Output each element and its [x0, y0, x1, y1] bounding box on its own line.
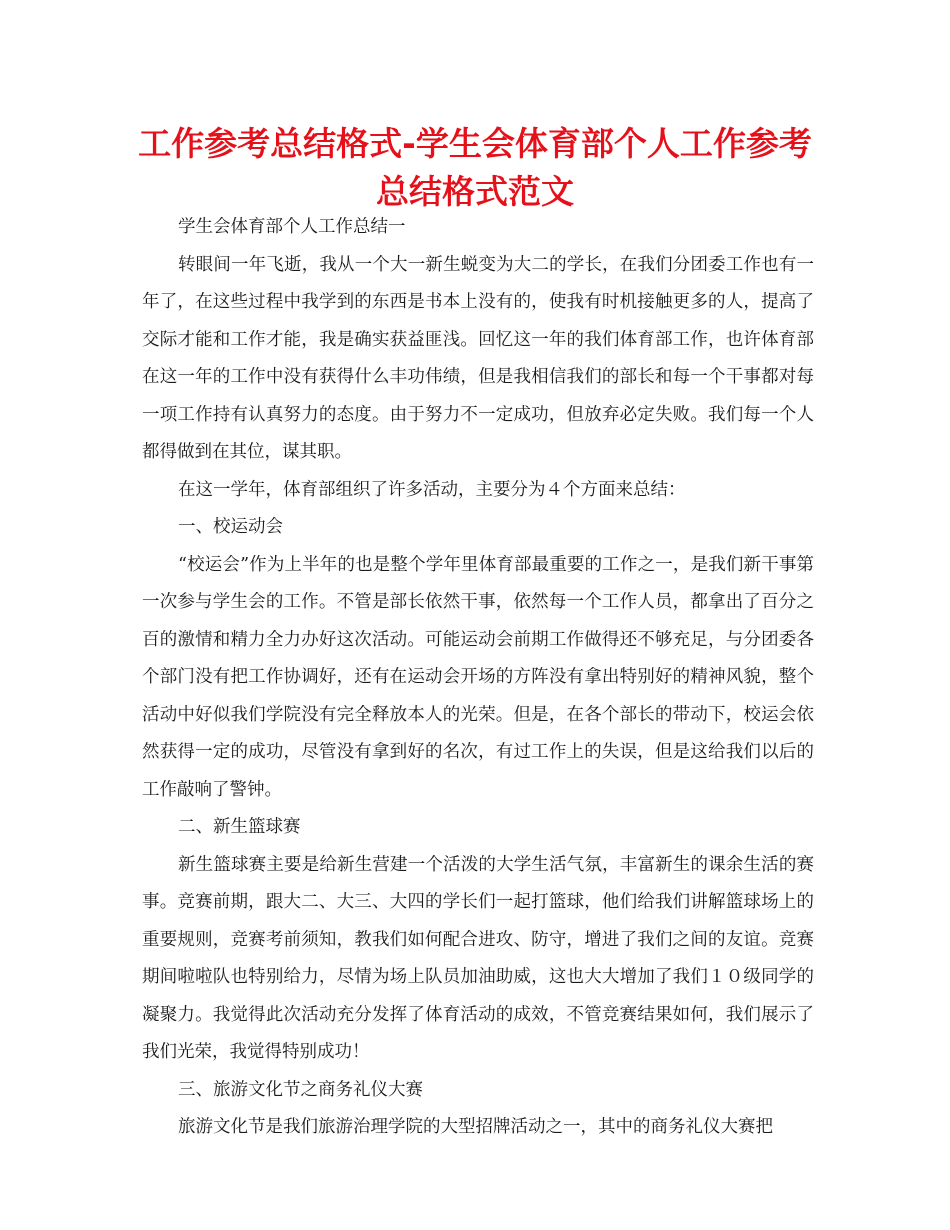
body-paragraph: 新生篮球赛主要是给新生营建一个活泼的大学生活气氛，丰富新生的课余生活的赛事。竞赛前期，跟大二、大三、大四的学长们一起打篮球，他们给我们讲解篮球场上的重要规则，竞赛考前须知，教我们如何配合进攻、防守，增进了我们之间的友谊。竞赛期间啦啦队也特别给力，尽情为场上队员加油助威，这也大大增加了我们１０级同学的凝聚力。我觉得此次活动充分发挥了体育活动的成效，不管竞赛结果如何，我们展示了我们光荣，我觉得特别成功！: [142, 854, 814, 1062]
body-paragraph: “校运会”作为上半年的也是整个学年里体育部最重要的工作之一，是我们新干事第一次参与学生会的工作。不管是部长依然干事，依然每一个工作人员，都拿出了百分之百的激情和精力全力办好这次活动。可能运动会前期工作做得还不够充足，与分团委各个部门没有把工作协调好，还有在运动会开场的方阵没有拿出特别好的精神风貌，整个活动中好似我们学院没有完全释放本人的光荣。但是，在各个部长的带动下，校运会依然获得一定的成功，尽管没有拿到好的名次，有过工作上的失误，但是这给我们以后的工作敲响了警钟。: [142, 554, 814, 800]
section-heading: 一、校运动会: [178, 517, 283, 537]
section-heading: 学生会体育部个人工作总结一: [178, 217, 406, 237]
body-paragraph: 转眼间一年飞逝，我从一个大一新生蜕变为大二的学长，在我们分团委工作也有一年了，在这些过程中我学到的东西是书本上没有的，使我有时机接触更多的人，提高了交际才能和工作才能，我是确实获益匪浅。回忆这一年的我们体育部工作，也许体育部在这一年的工作中没有获得什么丰功伟绩，但是我相信我们的部长和每一个干事都对每一项工作持有认真努力的态度。由于努力不一定成功，但放弃必定失败。我们每一个人都得做到在其位，谋其职。: [142, 254, 814, 462]
section-heading: 三、旅游文化节之商务礼仪大赛: [178, 1079, 423, 1100]
body-paragraph: 旅游文化节是我们旅游治理学院的大型招牌活动之一，其中的商务礼仪大赛把: [178, 1117, 773, 1137]
document-title: 工作参考总结格式-学生会体育部个人工作参考总结格式范文: [138, 124, 812, 211]
document-body: [142, 209, 814, 1147]
section-heading: 二、新生篮球赛: [178, 817, 301, 837]
body-paragraph: 在这一学年，体育部组织了许多活动，主要分为４个方面来总结：: [178, 479, 686, 500]
